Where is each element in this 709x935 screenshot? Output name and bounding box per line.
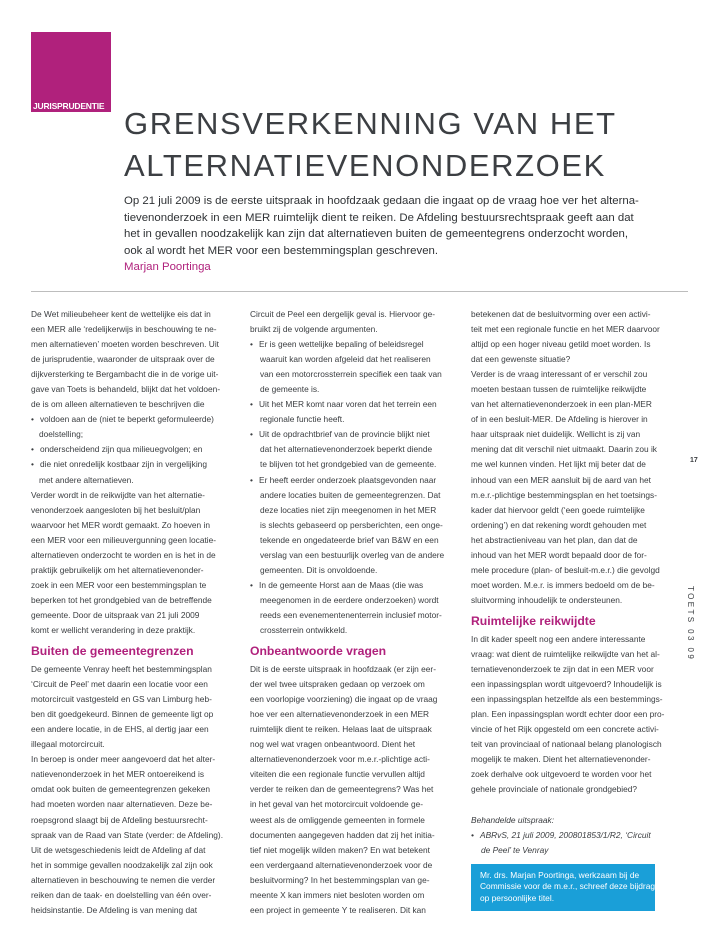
case-item-continued: de Peel’ te Venray bbox=[481, 844, 549, 855]
column-2 bbox=[250, 307, 455, 918]
text-line: haar uitspraak niet duidelijk. Wellicht is zij van bbox=[471, 429, 641, 440]
text-line: besluitvorming? In het bestemmingsplan van ge- bbox=[250, 874, 430, 885]
list-item-continued: tekende en ongedateerde brief van B&W en een bbox=[260, 534, 439, 545]
text-line: altijd op een hoger niveau getild moet worden. Is bbox=[471, 339, 651, 350]
text-line: ordening’) en dat rekening wordt gehouden met bbox=[471, 519, 647, 530]
bullet-list bbox=[31, 412, 236, 487]
text-line: een voorlopige voorziening) die ingaat op de vraag bbox=[250, 694, 438, 705]
column-3 bbox=[471, 307, 676, 911]
text-line: Circuit de Peel een dergelijk geval is. Hiervoor ge- bbox=[250, 309, 436, 319]
text-line: mening dat dit verschil niet uitmaakt. Daarin zou ik bbox=[471, 444, 657, 455]
list-item-continued: doelstelling; bbox=[39, 429, 84, 440]
text-line: een MER voor een milieuvergunning geen locatie- bbox=[31, 534, 217, 545]
list-item bbox=[250, 337, 455, 352]
text-line: vraag: wat dient de ruimtelijke reikwijdte van het al- bbox=[471, 648, 660, 659]
case-item bbox=[471, 828, 676, 843]
text-line: betekenen dat de besluitvorming over een activi- bbox=[471, 309, 651, 319]
paragraph bbox=[31, 307, 236, 412]
header-divider bbox=[31, 291, 688, 292]
text-line: Uit de wetsgeschiedenis leidt de Afdeling af dat bbox=[31, 844, 206, 855]
list-item bbox=[250, 427, 455, 442]
text-line: ternatievenonderzoek te zijn dat in een MER voor bbox=[471, 664, 654, 675]
list-item-continued: meegenomen in de eerdere onderzoeken) wordt bbox=[260, 594, 439, 605]
text-line: zoek in een MER voor een bestemmingsplan te bbox=[31, 579, 207, 590]
list-item bbox=[31, 442, 236, 457]
list-item-continued: is slechts gebaseerd op persberichten, een onge- bbox=[260, 519, 443, 530]
text-line: een MER alle ‘redelijkerwijs in beschouwing te ne- bbox=[31, 324, 217, 335]
text-line: een inpassingsplan wordt uitgevoerd? Inhoudelijk is bbox=[471, 679, 662, 690]
text-line: venonderzoek aangesloten bij het besluit/plan bbox=[31, 504, 201, 515]
text-line: moet worden. M.e.r. is immers bedoeld om de be- bbox=[471, 579, 655, 590]
author-name: Marjan Poortinga bbox=[124, 261, 211, 274]
text-line: gemeente. Door de uitspraak van 21 juli 2009 bbox=[31, 609, 200, 620]
text-line: dijkversterking te Bergambacht die in de vorige uit- bbox=[31, 369, 219, 380]
lead-line: tievenonderzoek in een MER ruimtelijk dient te reiken. De Afdeling bestuursrechtspraak geeft aan dat bbox=[124, 211, 634, 224]
lead-line: het in gevallen noodzakelijk kan zijn dat alternatieven buiten de gemeentegrens onderzocht worden, bbox=[124, 228, 629, 241]
text-line: ben dit goedgekeurd. Binnen de gemeente ligt op bbox=[31, 709, 214, 720]
text-line: teit met een regionale functie en het MER daarvoor bbox=[471, 324, 660, 335]
text-line: een andere locatie, in de EHS, al dertig jaar een bbox=[31, 724, 209, 735]
list-item bbox=[31, 457, 236, 472]
text-line: weest als de omliggende gemeenten in formele bbox=[250, 814, 425, 825]
list-item-text: Uit de opdrachtbrief van de provincie blijkt niet bbox=[259, 429, 430, 440]
list-item bbox=[250, 578, 455, 593]
text-line: vincie of het Rijk opgesteld om een concrete activi- bbox=[471, 724, 659, 735]
text-line: een project in gemeente Y te realiseren. Dit kan bbox=[250, 904, 426, 915]
paragraph bbox=[471, 632, 676, 798]
text-line: ruimtelijk dient te reiken. Helaas laat de uitspraak bbox=[250, 724, 432, 735]
text-line: gave van Toets is behandeld, blijkt dat het voldoen- bbox=[31, 384, 221, 395]
text-line: reiken dan de taak- en doelstelling van één over- bbox=[31, 889, 212, 900]
text-line: of in een besluit-MER. De Afdeling is hierover in bbox=[471, 414, 648, 425]
lead-line: Op 21 juli 2009 is de eerste uitspraak in hoofdzaak gedaan die ingaat op de vraag hoe ver het alterna- bbox=[124, 195, 639, 207]
list-item-continued: reeds een evenementenenterrein inclusief motor- bbox=[260, 609, 442, 620]
text-line: viteiten die een regionale functie vervullen altijd bbox=[250, 769, 425, 780]
list-item-text: die niet onredelijk kostbaar zijn in vergelijking bbox=[40, 459, 207, 470]
paragraph bbox=[250, 307, 455, 337]
list-item bbox=[31, 412, 236, 427]
paragraph bbox=[31, 488, 236, 638]
text-line: meente X kan immers niet besloten worden om bbox=[250, 889, 425, 900]
text-line: De gemeente Venray heeft het bestemmingsplan bbox=[31, 664, 212, 675]
list-item bbox=[250, 473, 455, 488]
title-line: GRENSVERKENNING VAN HET bbox=[124, 106, 617, 141]
text-line: In dit kader speelt nog een andere interessante bbox=[471, 633, 646, 644]
text-line: plan. Een inpassingsplan wordt echter door een pro- bbox=[471, 709, 665, 720]
text-line: Verder is de vraag interessant of er verschil zou bbox=[471, 369, 648, 380]
text-line: praktijk gebruikelijk om het alternatievenonder- bbox=[31, 564, 204, 575]
list-item-text: Er is geen wettelijke bepaling of beleidsregel bbox=[259, 339, 424, 350]
text-line: alternatieven onderzocht te worden en is het in de bbox=[31, 549, 216, 560]
article-title bbox=[124, 103, 684, 187]
text-line: heidsinstantie. De Afdeling is van mening dat bbox=[31, 904, 198, 915]
text-line: inhoud van een MER aansluit bij de aard van het bbox=[471, 474, 651, 485]
list-item-continued: crossterrein ontwikkeld. bbox=[260, 624, 348, 635]
text-line: spraak van de Raad van State (verder: de Afdeling). bbox=[31, 829, 224, 840]
page-number: 17 bbox=[690, 457, 698, 464]
column-1 bbox=[31, 307, 236, 918]
text-line: nog wel wat vragen onbeantwoord. Dient het bbox=[250, 739, 416, 750]
text-line: omdat ook buiten de gemeentegrenzen gekeken bbox=[31, 784, 211, 795]
text-line: bruikt zij de volgende argumenten. bbox=[250, 324, 378, 335]
text-line: kader dat hiervoor geldt (‘een goede ruimtelijke bbox=[471, 504, 645, 515]
text-line: komt er wellicht verandering in deze praktijk. bbox=[31, 624, 196, 635]
lead-line: ook al wordt het MER voor een bestemmingsplan geschreven. bbox=[124, 244, 439, 257]
list-item-continued: andere locaties buiten de gemeentegrenzen. Dat bbox=[260, 489, 441, 500]
list-item-text: voldoen aan de (niet te beperkt geformuleerde) bbox=[40, 414, 214, 425]
text-line: teit van provinciaal of nationaal belang planologisch bbox=[471, 739, 662, 750]
text-line: waarvoor het MER wordt gemaakt. Zo hoeven in bbox=[31, 519, 211, 530]
spacer bbox=[471, 797, 676, 812]
list-item-continued: gemeenten. Dit is onvoldoende. bbox=[260, 564, 378, 575]
text-line: alternatievenonderzoek voor m.e.r.-plichtige acti- bbox=[250, 754, 430, 765]
text-line: een inpassingsplan hetzelfde als een bestemmings- bbox=[471, 694, 663, 705]
text-line: der wel twee uitspraken gedaan op verzoek om bbox=[250, 679, 425, 690]
text-line: moeten bestaan tussen de ruimtelijke reikwijdte bbox=[471, 384, 647, 395]
text-line: alternatieven in beschouwing te nemen die verder bbox=[31, 874, 216, 885]
text-line: sluitvorming inhoudelijk te ondersteunen. bbox=[471, 594, 623, 605]
text-line: tief niet mogelijk wilden maken? En wat betekent bbox=[250, 844, 430, 855]
list-item-continued: de gemeente is. bbox=[260, 384, 320, 395]
bio-line: Commissie voor de m.e.r., schreef deze bijdrage bbox=[480, 881, 660, 892]
section-tag: JURISPRUDENTIE bbox=[31, 100, 111, 112]
section-heading: Onbeantwoorde vragen bbox=[250, 644, 387, 659]
text-line: het in sommige gevallen noodzakelijk zal zijn ook bbox=[31, 859, 213, 870]
text-line: een verdergaand alternatievenonderzoek voor de bbox=[250, 859, 433, 870]
text-line: me wel kunnen vinden. Het lijkt mij beter dat de bbox=[471, 459, 646, 470]
paragraph bbox=[471, 307, 676, 367]
text-line: mele procedure (plan- of besluit-m.e.r.) die gevolgd bbox=[471, 564, 660, 575]
text-line: dat een gewenste situatie? bbox=[471, 354, 571, 365]
list-item-text: Er heeft eerder onderzoek plaatsgevonden naar bbox=[259, 474, 437, 485]
text-line: Verder wordt in de reikwijdte van het alternatie- bbox=[31, 489, 205, 500]
list-item-continued: deze locaties niet zijn meegenomen in het MER bbox=[260, 504, 437, 515]
paragraph bbox=[471, 367, 676, 608]
text-line: de is om alleen alternatieven te beschrijven die bbox=[31, 399, 205, 410]
lead-paragraph bbox=[124, 193, 669, 276]
text-line: het abstractieniveau van het plan, dan dat de bbox=[471, 534, 638, 545]
text-line: in het geval van het motorcircuit voldoende ge- bbox=[250, 799, 424, 810]
section-heading: Ruimtelijke reikwijdte bbox=[471, 613, 596, 628]
section-color-block bbox=[31, 32, 111, 102]
text-line: inhoud van het MER wordt bepaald door de for- bbox=[471, 549, 647, 560]
text-line: ‘Circuit de Peel’ met daarin een locatie voor een bbox=[31, 679, 208, 690]
text-line: Dit is de eerste uitspraak in hoofdzaak (er zijn eer- bbox=[250, 664, 436, 675]
title-line: ALTERNATIEVENONDERZOEK bbox=[124, 148, 606, 183]
bio-line: op persoonlijke titel. bbox=[480, 892, 555, 903]
text-line: beperken tot het grondgebied van de betreffende bbox=[31, 594, 212, 605]
bio-line: Mr. drs. Marjan Poortinga, werkzaam bij de bbox=[480, 869, 640, 880]
cases-label: Behandelde uitspraak: bbox=[471, 814, 555, 825]
case-item-text: ABRvS, 21 juli 2009, 200801853/1/R2, ‘Circuit bbox=[480, 829, 651, 840]
text-line: men alternatieven’ moeten worden beschreven. Uit bbox=[31, 339, 219, 350]
text-line: de jurisprudentie, waaronder de uitspraak over de bbox=[31, 354, 215, 365]
text-line: In beroep is onder meer aangevoerd dat het alter- bbox=[31, 754, 216, 765]
list-item bbox=[250, 397, 455, 412]
text-line: verder te reiken dan de gemeentegrens? Was het bbox=[250, 784, 434, 795]
text-line: gehele provinciale of nationale grondgebied? bbox=[471, 784, 638, 795]
list-item-text: onderscheidend zijn qua milieuegvolgen; en bbox=[40, 444, 203, 455]
list-item-continued: te blijven tot het grondgebied van de gemeente. bbox=[260, 459, 437, 470]
text-line: De Wet milieubeheer kent de wettelijke eis dat in bbox=[31, 309, 211, 319]
paragraph bbox=[250, 662, 455, 918]
list-item-continued: van een motorcrossterrein specifiek een taak van bbox=[260, 369, 442, 380]
text-line: illegaal motorcircuit. bbox=[31, 739, 105, 750]
text-line: zoek derhalve ook uitgevoerd te worden voor het bbox=[471, 769, 652, 780]
author-bio-box bbox=[471, 864, 660, 912]
text-line: motorcircuit vastgesteld en GS van Limburg heb- bbox=[31, 694, 212, 705]
paragraph bbox=[31, 752, 236, 918]
list-item-text: Uit het MER komt naar voren dat het terrein een bbox=[259, 399, 437, 410]
list-item-continued: waaruit kan worden afgeleid dat het realiseren bbox=[260, 354, 431, 365]
text-line: had moeten worden naar alternatieven. Deze be- bbox=[31, 799, 213, 810]
text-line: natievenonderzoek in het MER ontoereikend is bbox=[31, 769, 205, 780]
list-item-continued: dat het alternatievenonderzoek beperkt diende bbox=[260, 444, 433, 455]
list-item-continued: met andere alternatieven. bbox=[39, 474, 134, 485]
paragraph bbox=[31, 662, 236, 752]
text-line: hoe ver een alternatievenonderzoek in een MER bbox=[250, 709, 430, 720]
text-line: van het alternatievenonderzoek in een plan-MER bbox=[471, 399, 652, 410]
list-item-continued: regionale functie heeft. bbox=[260, 414, 345, 425]
list-item-continued: verslag van een bestuurlijk overleg van de andere bbox=[260, 549, 445, 560]
text-line: roepsgrond slaagt bij de Afdeling bestuursrecht- bbox=[31, 814, 208, 825]
text-line: documenten aangegeven hadden dat zij het initia- bbox=[250, 829, 435, 840]
list-item-text: In de gemeente Horst aan de Maas (die was bbox=[259, 579, 424, 590]
section-heading: Buiten de gemeentegrenzen bbox=[31, 644, 194, 659]
text-line: mogelijk te maken. Dient het alternatievenonder- bbox=[471, 754, 651, 765]
bullet-list bbox=[250, 337, 455, 638]
journal-issue-label: TOETS 03 09 bbox=[686, 586, 695, 662]
text-line: m.e.r.-plichtige bestemmingsplan en het toetsings- bbox=[471, 489, 657, 500]
